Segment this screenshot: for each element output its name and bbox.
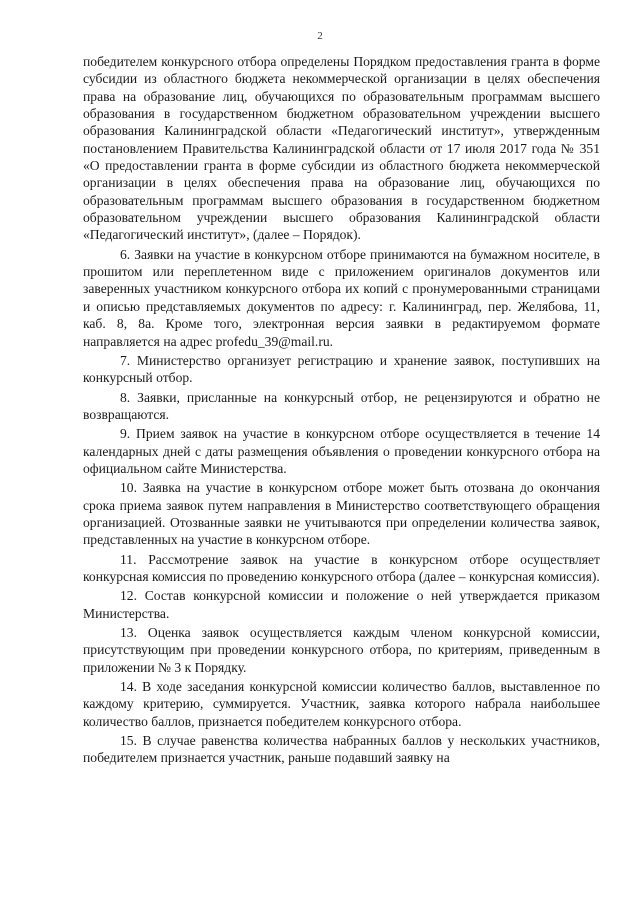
paragraph-7: 7. Министерство организует регистрацию и хранение заявок, поступивших на конкурсный отбор. xyxy=(83,352,600,386)
paragraph-12: 12. Состав конкурсной комиссии и положение о ней утверждается приказом Министерства. xyxy=(83,588,600,621)
paragraph-10: 10. Заявка на участие в конкурсном отборе может быть отозвана до окончания срока приема заявок путем направления в Министерство соответствующего обращения организацией. Отозванные заявки не учитываются при определении количества заявок, представленных на участие в конкурсном отборе. xyxy=(83,480,600,548)
paragraph-14: 14. В ходе заседания конкурсной комиссии количество баллов, выставленное по каждому критерию, суммируется. Участник, заявка которого набрала наибольшее количество баллов, признается победителем конкурсного отбора. xyxy=(83,679,600,729)
paragraph-8: 8. Заявки, присланные на конкурсный отбор, не рецензируются и обратно не возвращаются. xyxy=(83,389,600,422)
paragraph-15: 15. В случае равенства количества набранных баллов у нескольких участников, победителем признается участник, раньше подавший заявку на xyxy=(83,733,600,766)
paragraph-continuation: победителем конкурсного отбора определены Порядком предоставления гранта в форме субсидии из областного бюджета некоммерческой организации в целях обеспечения права на образование лиц, обучающихся по образовательным программам высшего образования в государственном бюджетном образовательном учреждении высшего образования Калининградской области «Педагогический институт», утвержденным постановлением Правительства Калининградской области от 17 июля 2017 года № 351 «О предоставлении гранта в форме субсидии из областного бюджета некоммерческой организации в целях обеспечения права на образование лиц, обучающихся по образовательным программам высшего образования в государственном бюджетном образовательном учреждении высшего образования Калининградской области «Педагогический институт», (далее – Порядок). xyxy=(83,54,600,243)
paragraph-6: 6. Заявки на участие в конкурсном отборе принимаются на бумажном носителе, в прошитом или переплетенном виде с приложением оригиналов документов или заверенных участником конкурсного отбора их копий с пронумерованными страницами и описью представляемых документов по адресу: г. Калининград, пер. Желябова, 11, каб. 8, 8а. Кроме того, электронная версия заявки в редактируемом формате направляется на адрес profedu_39@mail.ru. xyxy=(83,246,600,349)
paragraph-11: 11. Рассмотрение заявок на участие в конкурсном отборе осуществляет конкурсная комиссия по проведению конкурсного отбора (далее – конкурсная комиссия). xyxy=(83,551,600,584)
paragraph-13: 13. Оценка заявок осуществляется каждым членом конкурсной комиссии, присутствующим при проведении конкурсного отбора, по критериям, приведенным в приложении № 3 к Порядку. xyxy=(83,625,600,675)
paragraph-9: 9. Прием заявок на участие в конкурсном отборе осуществляется в течение 14 календарных дней с даты размещения объявления о проведении конкурсного отбора на официальном сайте Министерства. xyxy=(83,426,600,476)
page-number: 2 xyxy=(317,30,323,42)
document-body xyxy=(83,53,600,767)
